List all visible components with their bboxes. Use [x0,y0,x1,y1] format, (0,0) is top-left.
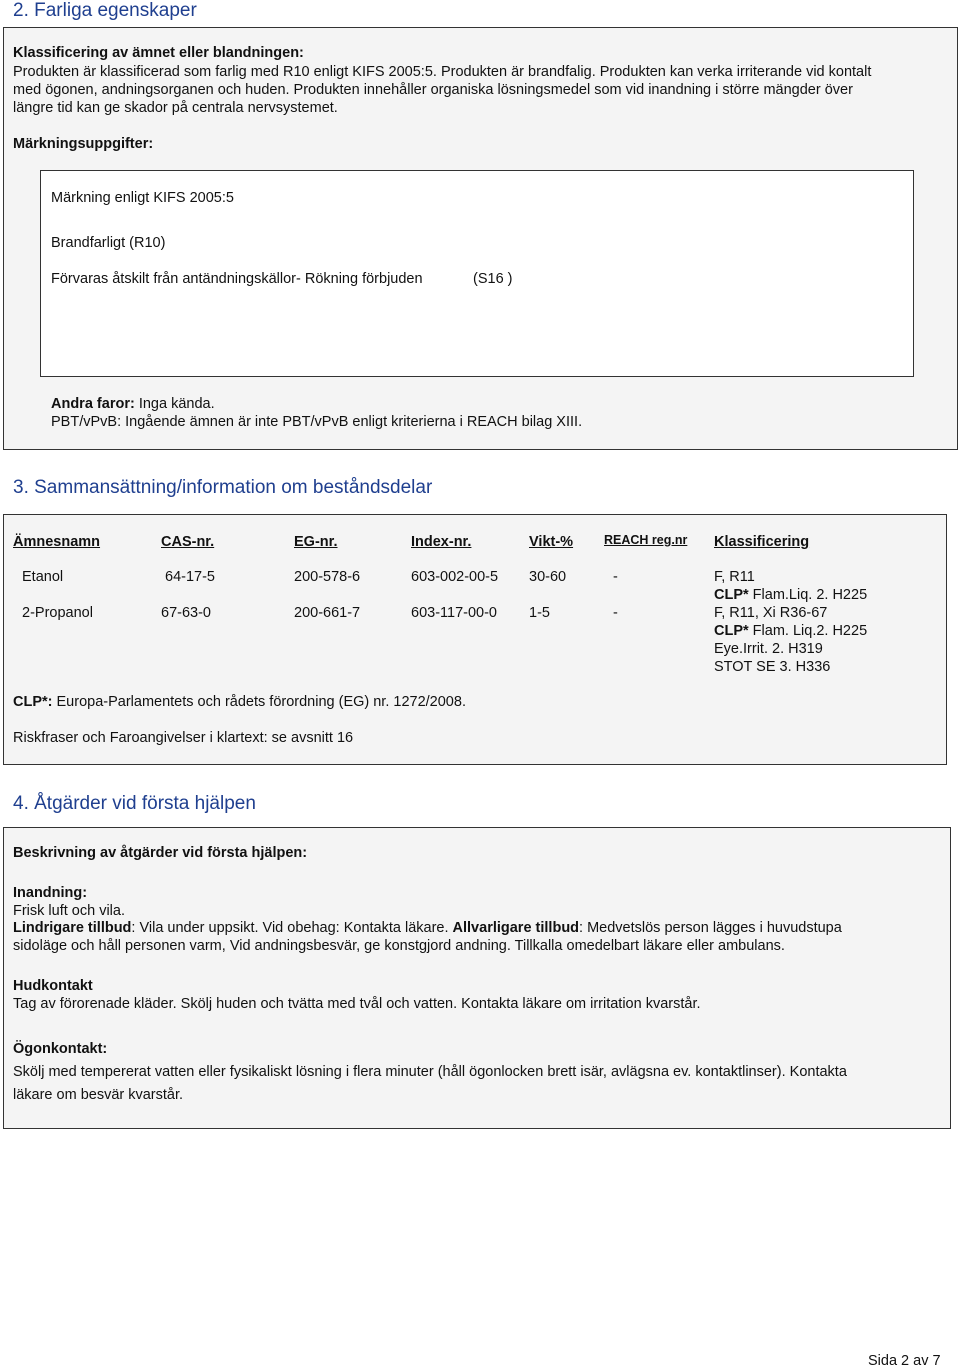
clp-note-label: CLP*: [13,694,53,710]
clp-note [13,693,466,711]
hazard-statement: Brandfarligt (R10) [51,235,166,251]
column-header: REACH reg.nr [604,533,688,547]
cell-cas: 67-63-0 [161,605,211,621]
column-header: EG-nr. [294,534,338,550]
labelling-heading: Märkningsuppgifter: [13,136,154,152]
cell-classification: F, R11, Xi R36-67 [714,605,828,621]
cell-clp-extra: STOT SE 3. H336 [714,659,831,675]
skin-text: Tag av förorenade kläder. Skölj huden och tvätta med tvål och vatten. Kontakta läkare om irritation kvarstår. [13,996,701,1012]
labelling-box-title: Märkning enligt KIFS 2005:5 [51,190,234,206]
classification-line: längre tid kan ge skador på centrala nervsystemet. [13,100,338,116]
cell-clp [714,586,867,604]
pbt-statement: PBT/vPvB: Ingående ämnen är inte PBT/vPvB enligt kriterierna i REACH bilag XIII. [51,414,583,430]
column-header: Ämnesnamn [13,534,101,550]
safety-statement: Förvaras åtskilt från antändningskällor- Rökning förbjuden [51,271,423,287]
section-2-title: 2. Farliga egenskaper [13,0,197,21]
cell-cas: 64-17-5 [165,569,215,585]
inhalation-text: Frisk luft och vila. [13,903,125,919]
incident-line [13,919,842,937]
safety-code: (S16 ) [473,271,513,287]
section-3-title: 3. Sammansättning/information om beståndsdelar [13,477,433,498]
eye-text: läkare om besvär kvarstår. [13,1087,184,1103]
cell-weight: 1-5 [529,605,550,621]
cell-classification: F, R11 [714,569,755,585]
first-aid-heading: Beskrivning av åtgärder vid första hjälpen: [13,845,308,861]
cell-eg: 200-661-7 [294,605,361,621]
classification-line: med ögonen, andningsorganen och huden. Produkten innehåller organiska lösningsmedel som vid inandning i större mängder över [13,82,853,98]
other-hazards-label: Andra faror: [51,396,135,412]
cell-clp [714,622,867,640]
cell-name: 2-Propanol [22,605,93,621]
clp-label: CLP* [714,587,749,603]
cell-index: 603-002-00-5 [411,569,499,585]
other-hazards [51,395,215,413]
clp-value: Flam.Liq. 2. H225 [748,587,868,603]
cell-weight: 30-60 [529,569,567,585]
serious-text-continued: sidoläge och håll personen varm, Vid andningsbesvär, ge konstgjord andning. Tillkalla omedelbart läkare eller ambulans. [13,938,785,954]
cell-index: 603-117-00-0 [411,605,497,621]
section-4-box [3,827,951,1129]
cell-name: Etanol [22,569,64,585]
section-4-title: 4. Åtgärder vid första hjälpen [13,793,256,814]
clp-label: CLP* [714,623,749,639]
column-header: Vikt-% [529,534,574,550]
column-header: CAS-nr. [161,534,215,550]
inhalation-heading: Inandning: [13,885,88,901]
cell-reach: - [613,605,618,621]
page-number: Sida 2 av 7 [868,1353,941,1369]
column-header: Index-nr. [411,534,472,550]
mild-label: Lindrigare tillbud [13,920,132,936]
skin-heading: Hudkontakt [13,978,93,994]
eye-heading: Ögonkontakt: [13,1041,108,1057]
classification-line: Produkten är klassificerad som farlig med R10 enligt KIFS 2005:5. Produkten är brandfalig. Produkten kan verka irriterande vid kontalt [13,64,872,80]
eye-text: Skölj med tempererat vatten eller fysikaliskt lösning i flera minuter (håll ögonlocken brett isär, avlägsna ev. kontaktlinser). Kontakta [13,1064,847,1080]
classification-heading: Klassificering av ämnet eller blandningen: [13,45,304,61]
cell-eg: 200-578-6 [294,569,361,585]
risk-note: Riskfraser och Faroangivelser i klartext: se avsnitt 16 [13,730,354,746]
serious-text: : Medvetslös person lägges i huvudstupa [579,920,842,936]
other-hazards-value: Inga kända. [134,396,215,412]
cell-reach: - [613,569,618,585]
clp-note-text: Europa-Parlamentets och rådets förordning (EG) nr. 1272/2008. [52,694,466,710]
mild-text: : Vila under uppsikt. Vid obehag: Kontakta läkare. [131,920,453,936]
column-header: Klassificering [714,534,810,550]
serious-label: Allvarligare tillbud [452,920,580,936]
cell-clp-extra: Eye.Irrit. 2. H319 [714,641,823,657]
clp-value: Flam. Liq.2. H225 [748,623,868,639]
